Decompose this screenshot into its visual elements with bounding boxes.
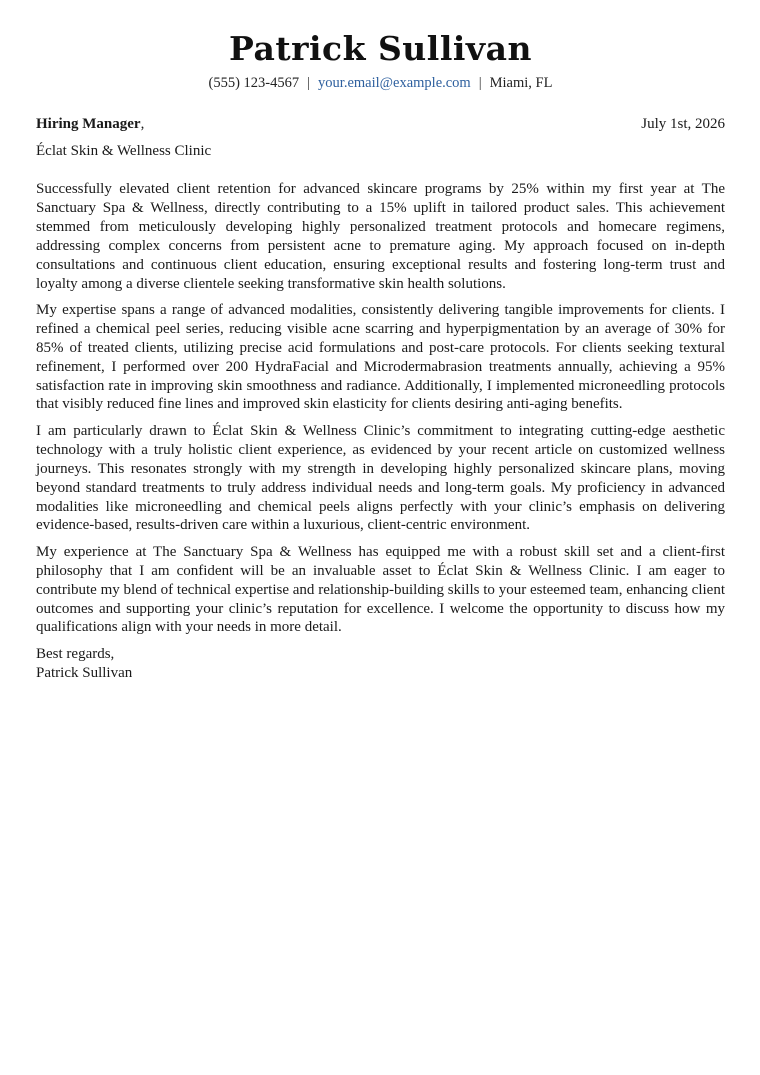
email-link[interactable]: your.email@example.com [318, 75, 471, 91]
paragraph-1: Successfully elevated client retention for advanced skincare programs by 25% within my first year at The Sanctuary Spa & Wellness, directly contributing to a 15% uplift in tailored product sales. This achievement stemmed from meticulously developing highly personalized treatment protocols and homecare regimens, addressing complex concerns from persistent acne to premature aging. My approach focused on in-depth consultations and continuous client education, ensuring exceptional results and fostering long-term trust and loyalty among a diverse clientele seeking transformative skin health solutions. [36, 181, 725, 292]
recipient-comma: , [140, 116, 145, 132]
recipient-date-row [36, 115, 725, 133]
cover-letter-page [36, 0, 725, 683]
location: Miami, FL [489, 75, 553, 91]
paragraph-4: My experience at The Sanctuary Spa & Wellness has equipped me with a robust skill set and a client-first philosophy that I am confident will be an invaluable asset to Éclat Skin & Wellness Clinic. I am eager to contribute my blend of technical expertise and relationship-building skills to your esteemed team, enhancing client outcomes and supporting your clinic’s reputation for excellence. I welcome the opportunity to discuss how my qualifications align with your needs in more detail. [36, 543, 725, 636]
paragraph-3: I am particularly drawn to Éclat Skin & Wellness Clinic’s commitment to integrating cutting-edge aesthetic technology with a truly holistic client experience, as evidenced by your recent article on customized wellness journeys. This resonates strongly with my strength in developing highly personalized skincare plans, moving beyond standard treatments to truly address individual needs and long-term goals. My proficiency in advanced modalities like microneedling and chemical peels aligns perfectly with your clinic’s emphasis on delivering evidence-based, results-driven care within a luxurious, client-centric environment. [36, 422, 725, 534]
recipient-company: Éclat Skin & Wellness Clinic [36, 143, 212, 159]
letter-date: July 1st, 2026 [641, 116, 725, 132]
applicant-name: Patrick Sullivan [229, 29, 532, 68]
signature-name: Patrick Sullivan [36, 665, 133, 682]
contact-line [36, 74, 725, 92]
letter-closing [36, 645, 725, 683]
letter-body [36, 180, 725, 637]
salutation: Best regards, [36, 646, 115, 663]
phone-number: (555) 123-4567 [208, 75, 300, 91]
contact-separator: | [307, 75, 311, 91]
paragraph-2: My expertise spans a range of advanced modalities, consistently delivering tangible improvements for clients. I refined a chemical peel series, reducing visible acne scarring and hyperpigmentation by an average of 30% for 85% of treated clients, utilizing precise acid formulations and post-care protocols. For clients seeking textural refinement, I performed over 200 HydraFacial and Microdermabrasion treatments annually, achieving a 95% satisfaction rate in improving skin smoothness and radiance. Additionally, I implemented microneedling protocols that visibly reduced fine lines and improved skin elasticity for clients desiring anti-aging benefits. [36, 301, 725, 413]
recipient-name: Hiring Manager [36, 116, 141, 132]
contact-separator: | [478, 75, 482, 91]
recipient-line [36, 115, 144, 133]
